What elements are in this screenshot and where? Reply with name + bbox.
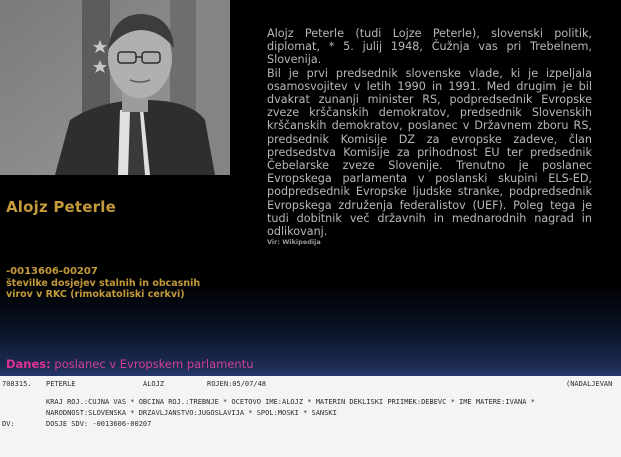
archive-record <box>0 376 621 457</box>
record-birthdate: ROJEN:05/07/48 <box>207 380 267 388</box>
record-line-2: NARODNOST:SLOVENSKA * DRZAVLJANSTVO:JUGOSLAVIJA * SPOL:MOSKI * SANSKI <box>46 409 337 417</box>
dossier-number: -0013606-00207 <box>6 266 98 277</box>
record-status: (NADALJEVAN <box>566 380 613 388</box>
bio-intro: Alojz Peterle (tudi Lojze Peterle), slovenski politik, diplomat, * 5. julij 1948, Čužnja vas pri Trebelnem, Slovenija. <box>267 27 592 67</box>
record-firstname: ALOJZ <box>143 380 165 388</box>
dossier-info <box>6 266 200 301</box>
portrait-photo <box>0 0 230 175</box>
bio-body: Bil je prvi predsednik slovenske vlade, ki je izpeljala osamosvojitev v letih 1990 in 1991. Med drugim je bil dvakrat zunanji minister RS, podpredsednik Evropske zveze krščanskih demokratov, predsednik Slovenskih krščanskih demokratov, poslanec v Državnem zboru RS, predsednik Komisije DZ za evropske zadeve, član predsedstva Komisije za prihodnost EU ter predsednik Čebelarske zveze Slovenije. Trenutno je poslanec Evropskega parlamenta v poslanski skupini ELS-ED, podpredsednik Evropske ljudske stranke, podpredsednik Evropskega združenja federalistov (UEF). Poleg tega je tudi dobitnik več državnih in mednarodnih nagrad in odlikovanj. <box>267 66 592 239</box>
record-dv: DV: <box>2 420 15 428</box>
current-position <box>6 357 254 371</box>
current-position-label: Danes: <box>6 357 51 371</box>
dossier-desc-line2: virov v RKC (rimokatoliski cerkvi) <box>6 289 185 300</box>
bio-source: Vir: Wikipedija <box>267 238 321 247</box>
biography-text <box>267 27 592 247</box>
record-id: 708315. <box>2 380 32 388</box>
portrait-illustration <box>0 0 230 175</box>
record-line-1: KRAJ ROJ.:CUJNA VAS * OBCINA ROJ.:TREBNJE * OCETOVO IME:ALOJZ * MATERIN DEKLISKI PRIIMEK:DEBEVC * IME MATERE:IVANA * <box>46 398 535 406</box>
record-line-3: DOSJE SDV: -0013606-00207 <box>46 420 152 428</box>
dossier-desc-line1: številke dosjejev stalnih in obcasnih <box>6 277 201 289</box>
record-surname: PETERLE <box>46 380 76 388</box>
current-position-value: poslanec v Evropskem parlamentu <box>54 357 254 371</box>
person-name: Alojz Peterle <box>6 198 116 216</box>
